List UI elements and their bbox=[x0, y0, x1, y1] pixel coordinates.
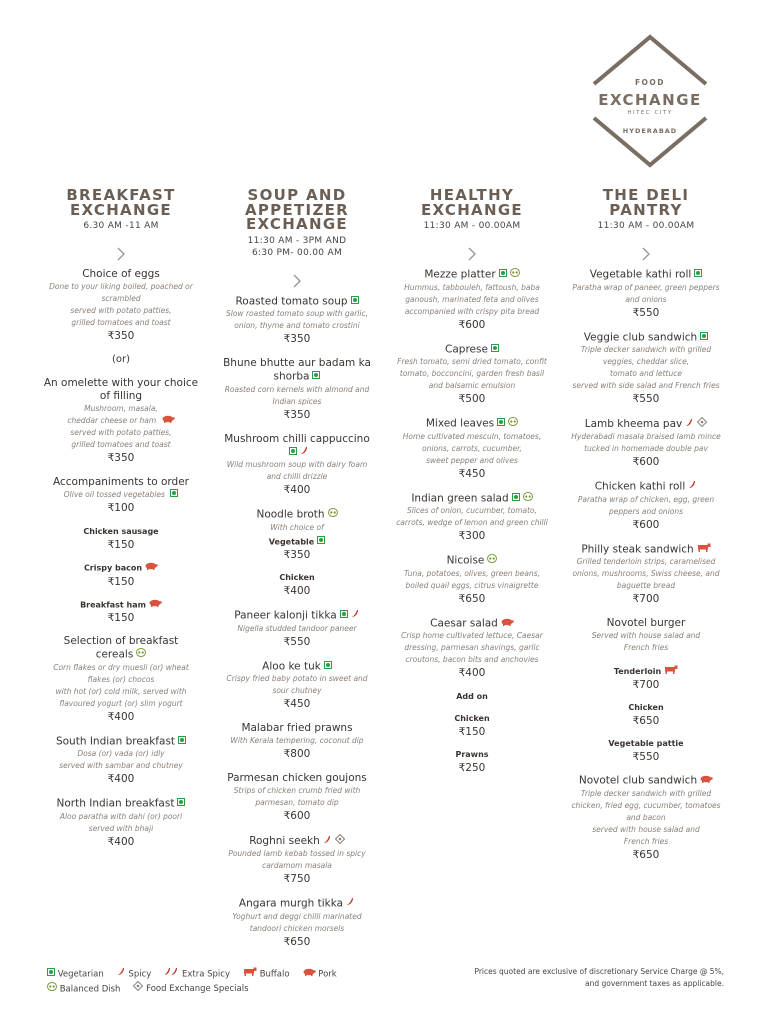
menu-item bbox=[558, 543, 734, 607]
item-price: ₹600 bbox=[632, 456, 660, 468]
item-description: grilled tomatoes and toast bbox=[71, 440, 171, 449]
item-description: served with potato patties, bbox=[70, 428, 172, 437]
item-description: sweet pepper and olives bbox=[426, 455, 518, 465]
item-price: ₹450 bbox=[458, 467, 486, 480]
menu-item bbox=[384, 749, 560, 775]
special-icon bbox=[133, 981, 143, 996]
item-price: ₹700 bbox=[632, 593, 660, 605]
menu-item bbox=[209, 609, 385, 649]
item-description: Home cultivated mesculn, tomatoes, bbox=[402, 431, 542, 441]
item-price: ₹650 bbox=[283, 935, 311, 948]
item-option: Vegetable pattie bbox=[608, 739, 684, 748]
section-hours: 11:30 AM - 3PM AND 6:30 PM- 00.00 AM bbox=[247, 235, 347, 258]
item-description: Strips of chicken crumb fried with bbox=[233, 786, 361, 795]
item-name: Accompaniments to order bbox=[52, 476, 189, 488]
item-description: parmesan, tomato dip bbox=[255, 798, 339, 807]
item-description: carrots, wedge of lemon and green chilli bbox=[396, 518, 548, 527]
item-description: Slices of onion, cucumber, tomato, bbox=[406, 506, 538, 515]
veg-icon bbox=[177, 797, 185, 810]
menu-item bbox=[384, 691, 560, 703]
veg-icon bbox=[351, 295, 359, 308]
pork-icon bbox=[149, 599, 162, 611]
item-description: Crisp home cultivated lettuce, Caesar bbox=[401, 631, 543, 640]
item-price: ₹400 bbox=[107, 835, 135, 848]
item-description: Triple decker sandwich with grilled bbox=[580, 788, 712, 798]
item-price: ₹450 bbox=[283, 698, 311, 710]
chevron-down-icon bbox=[465, 246, 479, 260]
chevron-down-icon bbox=[639, 246, 653, 260]
item-name: Mushroom chilli cappuccino bbox=[209, 433, 385, 460]
item-price: ₹350 bbox=[107, 452, 135, 464]
veg-icon bbox=[700, 331, 708, 344]
item-description: chicken, fried egg, cucumber, tomatoes bbox=[571, 800, 721, 810]
item-description: served with side salad and French fries bbox=[572, 381, 720, 390]
item-description: dressing, parmesan shavings, garlic bbox=[404, 643, 540, 652]
item-description: Yoghurt and deggi chilli marinated bbox=[232, 911, 362, 921]
food-exchange-logo bbox=[576, 33, 724, 169]
spicy-icon bbox=[117, 967, 126, 981]
pork-icon bbox=[145, 562, 158, 574]
menu-section-soup-appetizer bbox=[209, 188, 385, 960]
menu-section-deli bbox=[558, 188, 734, 873]
item-name: Angara murgh tikka bbox=[209, 897, 385, 911]
item-description: tucked in homemade double pav bbox=[584, 444, 708, 453]
logo-exchange: EXCHANGE bbox=[598, 91, 702, 109]
section-hours: 6.30 AM -11 AM bbox=[83, 221, 159, 231]
pork-icon bbox=[303, 967, 316, 981]
item-name: Nicoise bbox=[384, 554, 560, 568]
menu-item bbox=[384, 713, 560, 739]
item-price: ₹650 bbox=[632, 715, 660, 727]
menu-item bbox=[33, 268, 209, 343]
item-name: Malabar fried prawns bbox=[241, 722, 353, 734]
item-description: Paratha wrap of chicken, egg, green bbox=[577, 494, 715, 504]
dietary-legend bbox=[44, 967, 347, 995]
item-description: flavoured yogurt (or) slim yogurt bbox=[59, 698, 183, 708]
section-hours: 11:30 AM - 00.00AM bbox=[597, 221, 695, 231]
item-description: served with sambar and chutney bbox=[59, 761, 183, 770]
menu-item bbox=[209, 722, 385, 761]
item-description: Indian spices bbox=[272, 396, 322, 406]
item-price: ₹400 bbox=[107, 773, 135, 785]
item-name: Parmesan chicken goujons bbox=[227, 772, 367, 784]
item-description: ganoush, marinated feta and olives bbox=[405, 294, 539, 304]
item-description: veggies, cheddar slice, bbox=[602, 357, 690, 366]
item-description: served with house salad and bbox=[592, 824, 700, 834]
item-price: ₹150 bbox=[458, 726, 486, 738]
logo-hitec-city: HITEC CITY bbox=[627, 110, 673, 116]
menu-item bbox=[33, 526, 209, 552]
menu-item bbox=[209, 772, 385, 823]
item-description: Grilled tenderloin strips, caramelised bbox=[576, 557, 716, 566]
menu-item bbox=[384, 417, 560, 481]
veg-icon bbox=[317, 536, 325, 548]
item-option: Tenderloin bbox=[558, 665, 734, 678]
legend-row bbox=[44, 967, 347, 981]
legend-item: Vegetarian bbox=[44, 967, 104, 982]
item-price: ₹750 bbox=[283, 873, 311, 885]
menu-item bbox=[209, 508, 385, 598]
item-description: croutons, bacon bits and anchovies bbox=[405, 655, 539, 664]
item-name: South Indian breakfast bbox=[33, 735, 209, 749]
item-price: ₹550 bbox=[632, 306, 660, 319]
special-icon bbox=[697, 417, 707, 431]
item-description: Pounded lamb kebab tossed in spicy bbox=[228, 849, 366, 858]
item-name: Chicken kathi roll bbox=[558, 480, 734, 494]
item-description: Olive oil tossed vegetables bbox=[33, 489, 209, 501]
menu-item bbox=[33, 562, 209, 589]
item-name: Roghni seekh bbox=[209, 834, 385, 848]
balanced-icon bbox=[510, 268, 520, 281]
menu-item bbox=[558, 774, 734, 862]
item-description: and balsamic emulsion bbox=[428, 381, 516, 390]
item-price: ₹150 bbox=[107, 612, 135, 624]
section-title: BREAKFAST EXCHANGE bbox=[66, 186, 176, 219]
item-price: ₹400 bbox=[283, 585, 311, 597]
item-option: Chicken bbox=[279, 573, 315, 582]
menu-item bbox=[209, 433, 385, 498]
item-option: Prawns bbox=[455, 750, 489, 759]
item-description: Hyderabadi masala braised lamb mince bbox=[571, 432, 721, 441]
item-name: Novotel burger bbox=[606, 617, 686, 629]
or-separator: (or) bbox=[111, 354, 131, 365]
item-name: Lamb kheema pav bbox=[558, 417, 734, 431]
item-price: ₹150 bbox=[107, 575, 135, 588]
item-price: ₹350 bbox=[283, 333, 311, 345]
menu-section-breakfast bbox=[33, 188, 209, 860]
item-description: Done to your liking boiled, poached or bbox=[49, 282, 193, 291]
item-option: Breakfast ham bbox=[33, 599, 209, 612]
price-note bbox=[424, 966, 724, 989]
item-price: ₹800 bbox=[283, 748, 311, 760]
menu-item bbox=[558, 417, 734, 469]
veg-icon bbox=[324, 660, 332, 673]
item-price: ₹650 bbox=[458, 592, 486, 605]
item-description: Crispy fried baby potato in sweet and bbox=[226, 674, 368, 683]
buffalo-icon bbox=[664, 665, 678, 678]
item-description: French fries bbox=[623, 836, 669, 846]
item-price: ₹350 bbox=[283, 549, 311, 561]
item-description: onions, carrots, cucumber, bbox=[422, 443, 522, 453]
veg-icon bbox=[340, 609, 348, 622]
item-description: onions, mushrooms, Swiss cheese, and bbox=[572, 569, 720, 578]
menu-item bbox=[384, 554, 560, 606]
item-description: tomato and lettuce bbox=[610, 369, 682, 378]
item-option: Chicken bbox=[628, 703, 664, 712]
item-name: Paneer kalonji tikka bbox=[209, 609, 385, 623]
balanced-icon bbox=[523, 492, 533, 505]
item-name: Mezze platter bbox=[384, 268, 560, 282]
item-name: Roasted tomato soup bbox=[209, 295, 385, 309]
menu-item bbox=[209, 357, 385, 422]
item-name: Noodle broth bbox=[209, 508, 385, 522]
menu-item bbox=[558, 480, 734, 532]
item-option: Crispy bacon bbox=[33, 562, 209, 575]
item-name: Indian green salad bbox=[384, 492, 560, 506]
item-description: cardamom masala bbox=[262, 861, 332, 870]
section-title: SOUP AND APPETIZER EXCHANGE bbox=[244, 186, 350, 233]
item-option: Add on bbox=[456, 692, 488, 701]
logo-food: FOOD bbox=[634, 78, 666, 87]
item-price: ₹500 bbox=[458, 393, 486, 405]
item-price: ₹300 bbox=[458, 530, 486, 542]
item-description: Dosa (or) vada (or) idly bbox=[77, 749, 165, 758]
balanced-icon bbox=[136, 648, 146, 661]
item-price: ₹400 bbox=[283, 484, 311, 496]
menu-item bbox=[33, 735, 209, 787]
item-description: Served with house salad and bbox=[591, 631, 701, 640]
legend-row bbox=[44, 981, 347, 995]
item-description: Paratha wrap of paneer, green peppers bbox=[572, 282, 720, 292]
special-icon bbox=[335, 834, 345, 848]
item-option: Chicken bbox=[454, 714, 490, 723]
section-hours: 11:30 AM - 00.00AM bbox=[423, 221, 521, 231]
menu-item bbox=[33, 635, 209, 724]
item-price: ₹550 bbox=[283, 635, 311, 648]
item-price: ₹150 bbox=[107, 539, 135, 551]
item-price: ₹400 bbox=[107, 710, 135, 723]
veg-icon bbox=[694, 268, 702, 281]
item-description: accompanied with crispy pita bread bbox=[404, 306, 540, 316]
item-price: ₹100 bbox=[107, 502, 135, 514]
veg-icon bbox=[491, 343, 499, 356]
item-description: grilled tomatoes and toast bbox=[71, 318, 171, 327]
item-description: with hot (or) cold milk, served with bbox=[55, 686, 187, 696]
legend-item: Balanced Dish bbox=[44, 982, 120, 997]
spicy-icon bbox=[323, 835, 332, 848]
item-description: scrambled bbox=[101, 294, 141, 303]
item-name: Novotel club sandwich bbox=[558, 774, 734, 788]
item-description: baguette bread bbox=[616, 581, 676, 590]
item-description: peppers and onions bbox=[608, 506, 684, 516]
item-description: served with potato patties, bbox=[70, 306, 172, 315]
item-description: boiled quail eggs, citrus vinaigrette bbox=[405, 580, 539, 590]
spicy-icon bbox=[688, 480, 697, 493]
item-price: ₹350 bbox=[107, 330, 135, 342]
item-price: ₹600 bbox=[632, 518, 660, 531]
item-description: and chilli drizzle bbox=[266, 472, 328, 481]
item-description: served with bhaji bbox=[88, 823, 154, 833]
price-note-line: and government taxes as applicable. bbox=[585, 978, 724, 988]
item-description: Aloo paratha with dahi (or) poori bbox=[59, 811, 183, 821]
menu-item bbox=[33, 797, 209, 849]
item-description: and onions bbox=[625, 294, 667, 304]
menu-item bbox=[558, 617, 734, 654]
item-description: Nigella studded tandoor paneer bbox=[237, 623, 357, 633]
menu-item bbox=[33, 476, 209, 515]
item-description: Hummus, tabbouleh, fattoush, baba bbox=[404, 282, 540, 292]
item-name: North Indian breakfast bbox=[33, 797, 209, 811]
item-name: Philly steak sandwich bbox=[558, 543, 734, 557]
item-price: ₹250 bbox=[458, 762, 486, 774]
item-name: An omelette with your choice of filling bbox=[43, 377, 199, 402]
item-price: ₹400 bbox=[458, 667, 486, 679]
item-description: With Kerala tempering, coconut dip bbox=[230, 736, 364, 745]
menu-item bbox=[384, 268, 560, 332]
legend-item: Buffalo bbox=[240, 967, 290, 982]
menu-item bbox=[33, 377, 209, 465]
legend-item: Extra Spicy bbox=[161, 967, 230, 982]
menu-item bbox=[209, 897, 385, 949]
item-name: Veggie club sandwich bbox=[558, 331, 734, 345]
item-description: cheddar cheese or ham bbox=[33, 415, 209, 427]
menu-item bbox=[209, 660, 385, 712]
item-name: Selection of breakfast cereals bbox=[63, 635, 179, 661]
legend-item: Spicy bbox=[114, 967, 152, 982]
menu-item bbox=[384, 617, 560, 681]
item-description: With choice of bbox=[270, 522, 324, 532]
item-name: Vegetable kathi roll bbox=[558, 268, 734, 282]
item-description: Mushroom, masala, bbox=[84, 404, 158, 413]
veg-icon bbox=[497, 417, 505, 430]
legend-item: Pork bbox=[300, 967, 337, 982]
menu-item bbox=[558, 268, 734, 320]
item-price: ₹600 bbox=[283, 810, 311, 822]
item-description: flakes (or) chocos bbox=[87, 674, 155, 684]
item-description: Fresh tomato, semi dried tomato, confit bbox=[397, 357, 547, 366]
item-price: ₹650 bbox=[632, 848, 660, 861]
veg-icon bbox=[178, 735, 186, 748]
section-title: HEALTHY EXCHANGE bbox=[421, 186, 523, 219]
menu-item bbox=[558, 738, 734, 764]
item-name: Aloo ke tuk bbox=[209, 660, 385, 674]
balanced-icon bbox=[487, 554, 497, 567]
pork-icon bbox=[162, 415, 175, 427]
pork-icon bbox=[700, 774, 713, 787]
item-description: Slow roasted tomato soup with garlic, bbox=[226, 309, 368, 318]
item-description: Wild mushroom soup with dairy foam bbox=[226, 460, 368, 469]
item-option: Vegetable bbox=[209, 536, 385, 549]
item-name: Choice of eggs bbox=[82, 268, 160, 280]
menu-section-healthy bbox=[384, 188, 560, 785]
item-name: Caprese bbox=[384, 343, 560, 357]
item-price: ₹350 bbox=[283, 408, 311, 421]
item-price: ₹600 bbox=[458, 318, 486, 331]
veg-icon bbox=[289, 446, 297, 459]
item-description: and bacon bbox=[626, 812, 666, 822]
section-title: THE DELI PANTRY bbox=[602, 186, 690, 219]
item-name: Bhune bhutte aur badam ka shorba bbox=[223, 357, 371, 383]
buffalo-icon bbox=[697, 543, 711, 556]
item-price: ₹550 bbox=[632, 751, 660, 763]
item-description: tandoori chicken morsels bbox=[249, 923, 345, 933]
item-name: Mixed leaves bbox=[384, 417, 560, 431]
balanced-icon bbox=[47, 982, 57, 996]
item-price: ₹550 bbox=[632, 393, 660, 405]
item-description: tomato, bocconcini, garden fresh basil bbox=[399, 369, 545, 378]
item-description: Roasted corn kernels with almond and bbox=[224, 384, 370, 394]
menu-item bbox=[209, 834, 385, 886]
spicy-icon bbox=[346, 897, 355, 910]
veg-icon bbox=[170, 489, 178, 501]
item-description: Triple decker sandwich with grilled bbox=[580, 345, 712, 354]
menu-item bbox=[558, 665, 734, 692]
item-price: ₹700 bbox=[632, 679, 660, 691]
item-description: sour chutney bbox=[272, 686, 322, 695]
spicy-icon bbox=[351, 609, 360, 622]
veg-icon bbox=[512, 492, 520, 505]
spicy-icon bbox=[300, 446, 309, 459]
menu-item bbox=[558, 702, 734, 728]
spicy-icon bbox=[685, 418, 694, 431]
item-description: Corn flakes or dry muesli (or) wheat bbox=[53, 662, 189, 672]
veg-icon bbox=[47, 967, 55, 981]
pork-icon bbox=[501, 617, 514, 630]
item-option: Chicken sausage bbox=[83, 527, 159, 536]
chevron-down-icon bbox=[114, 246, 128, 260]
balanced-icon bbox=[328, 508, 338, 521]
balanced-icon bbox=[508, 417, 518, 430]
menu-item bbox=[558, 331, 734, 407]
item-description: French fries bbox=[623, 643, 669, 652]
chevron-down-icon bbox=[290, 273, 304, 287]
item-name: Caesar salad bbox=[384, 617, 560, 631]
veg-icon bbox=[312, 370, 320, 383]
buffalo-icon bbox=[243, 967, 257, 981]
extra-spicy-icon bbox=[164, 967, 179, 981]
price-note-line: Prices quoted are exclusive of discretionary Service Charge @ 5%, bbox=[474, 967, 724, 976]
legend-item: Food Exchange Specials bbox=[130, 981, 248, 996]
veg-icon bbox=[499, 268, 507, 281]
menu-item bbox=[33, 599, 209, 626]
menu-item bbox=[209, 295, 385, 347]
menu-item bbox=[384, 492, 560, 544]
item-description: Tuna, potatoes, olives, green beans, bbox=[403, 568, 541, 578]
logo-hyderabad: HYDERABAD bbox=[622, 127, 678, 135]
item-description: onion, thyme and tomato crostini bbox=[234, 321, 360, 330]
menu-item bbox=[384, 343, 560, 407]
